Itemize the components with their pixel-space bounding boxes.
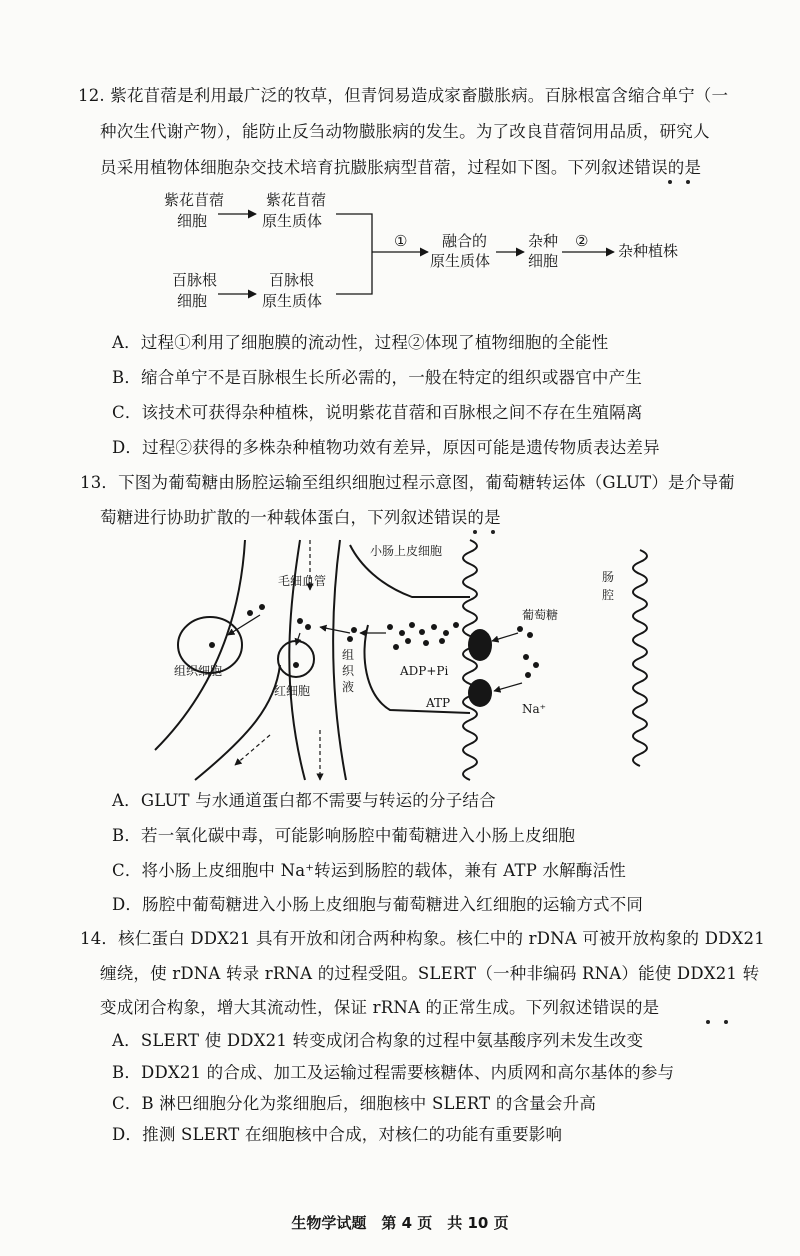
q12-stem-line-2: 种次生代谢产物），能防止反刍动物臌胀病的发生。为了改良苜蓿饲用品质，研究人	[100, 122, 710, 141]
emphasis-dot	[686, 180, 690, 184]
step-2-label: ②	[575, 232, 589, 250]
q12-stem-line-3: 员采用植物体细胞杂交技术培育抗臌胀病型苜蓿，过程如下图。下列叙述错误的是	[100, 158, 702, 177]
interstitial-fluid-label-2: 织	[342, 664, 355, 678]
q13-glucose-transport-diagram	[150, 535, 710, 785]
q12-stem-line-1: 12. 紫花苜蓿是利用最广泛的牧草，但青饲易造成家畜臌胀病。百脉根富含缩合单宁（一	[78, 86, 729, 105]
q13-option-c: C．将小肠上皮细胞中 Na⁺转运到肠腔的载体，兼有 ATP 水解酶活性	[112, 861, 626, 880]
q12-option-c: C．该技术可获得杂种植株，说明紫花苜蓿和百脉根之间不存在生殖隔离	[112, 403, 643, 422]
red-blood-cell-label: 红细胞	[274, 684, 311, 698]
q14-option-c: C．B 淋巴细胞分化为浆细胞后，细胞核中 SLERT 的含量会升高	[112, 1094, 597, 1113]
emphasis-dot	[724, 1020, 728, 1024]
sodium-label: Na⁺	[522, 702, 546, 716]
q14-stem-line-3: 变成闭合构象，增大其流动性，保证 rRNA 的正常生成。下列叙述错误的是	[100, 998, 660, 1017]
protoplast-a-label-2: 原生质体	[262, 212, 323, 230]
hybrid-cell-label-2: 细胞	[528, 252, 559, 270]
q12-option-d: D．过程②获得的多株杂种植物功效有差异，原因可能是遗传物质表达差异	[112, 438, 660, 457]
epithelial-cell-label: 小肠上皮细胞	[370, 544, 443, 558]
microvilli-border	[463, 540, 477, 780]
emphasis-dot	[473, 530, 477, 534]
q14-stem-line-1: 14．核仁蛋白 DDX21 具有开放和闭合两种构象。核仁中的 rDNA 可被开放构象的 DDX21	[80, 929, 765, 948]
emphasis-dot	[491, 530, 495, 534]
q13-option-b: B．若一氧化碳中毒，可能影响肠腔中葡萄糖进入小肠上皮细胞	[112, 826, 576, 845]
cell-a-label-1: 紫花苜蓿	[164, 191, 225, 209]
interstitial-fluid-label-3: 液	[342, 680, 355, 694]
q12-option-a: A．过程①利用了细胞膜的流动性，过程②体现了植物细胞的全能性	[112, 333, 609, 352]
intestinal-lumen-wall	[633, 550, 647, 766]
protoplast-b-label-2: 原生质体	[262, 292, 323, 310]
cell-b-label-1: 百脉根	[172, 271, 218, 289]
lumen-label-1: 肠	[602, 570, 615, 584]
q14-option-a: A．SLERT 使 DDX21 转变成闭合构象的过程中氨基酸序列未发生改变	[112, 1031, 644, 1050]
glucose-to-capillary-arrow	[320, 627, 350, 633]
red-blood-cell	[278, 641, 314, 677]
sodium-uptake-arrow	[494, 683, 522, 691]
emphasis-dot	[668, 180, 672, 184]
step-1-label: ①	[394, 232, 408, 250]
q12-fusion-flowchart	[150, 188, 710, 318]
q13-stem-line-2: 萄糖进行协助扩散的一种载体蛋白，下列叙述错误的是	[100, 508, 501, 527]
merge-bracket	[336, 214, 372, 294]
glucose-label: 葡萄糖	[522, 608, 559, 622]
q13-option-d: D．肠腔中葡萄糖进入小肠上皮细胞与葡萄糖进入红细胞的运输方式不同	[112, 895, 644, 914]
page-footer: 生物学试题 第 4 页 共 10 页	[291, 1214, 509, 1232]
fused-protoplast-label-1: 融合的	[442, 232, 488, 250]
capillary-label: 毛细血管	[278, 574, 327, 588]
sodium-pump	[468, 679, 492, 707]
q13-option-a: A．GLUT 与水通道蛋白都不需要与转运的分子结合	[112, 791, 496, 810]
protoplast-b-label-1: 百脉根	[269, 271, 315, 289]
capillary-wall-left-upper	[155, 540, 245, 750]
interstitial-fluid-label-1: 组	[342, 648, 355, 662]
q14-option-b: B．DDX21 的合成、加工及运输过程需要核糖体、内质网和高尔基体的参与	[112, 1063, 675, 1082]
q14-option-d: D．推测 SLERT 在细胞核中合成，对核仁的功能有重要影响	[112, 1125, 563, 1144]
protoplast-a-label-1: 紫花苜蓿	[266, 191, 327, 209]
cell-b-label-2: 细胞	[177, 292, 208, 310]
q12-option-b: B．缩合单宁不是百脉根生长所必需的，一般在特定的组织或器官中产生	[112, 368, 643, 387]
adp-label: ADP+Pi	[400, 664, 449, 678]
tissue-cell-label: 组织细胞	[174, 664, 223, 678]
q14-stem-line-2: 缠绕，使 rDNA 转录 rRNA 的过程受阻。SLERT（一种非编码 RNA）能使 DDX21 转	[100, 964, 760, 983]
hybrid-plant-label: 杂种植株	[618, 242, 679, 260]
glucose-uptake-arrow	[492, 633, 518, 641]
fused-protoplast-label-2: 原生质体	[430, 252, 491, 270]
lumen-label-2: 腔	[602, 588, 615, 602]
hybrid-cell-label-1: 杂种	[528, 232, 559, 250]
emphasis-dot	[706, 1020, 710, 1024]
atp-label: ATP	[426, 696, 451, 710]
glucose-to-rbc-arrow	[296, 633, 300, 645]
q13-stem-line-1: 13．下图为葡萄糖由肠腔运输至组织细胞过程示意图，葡萄糖转运体（GLUT）是介导葡	[80, 473, 735, 492]
cell-a-label-2: 细胞	[177, 212, 208, 230]
glucose-transporter	[468, 629, 492, 661]
